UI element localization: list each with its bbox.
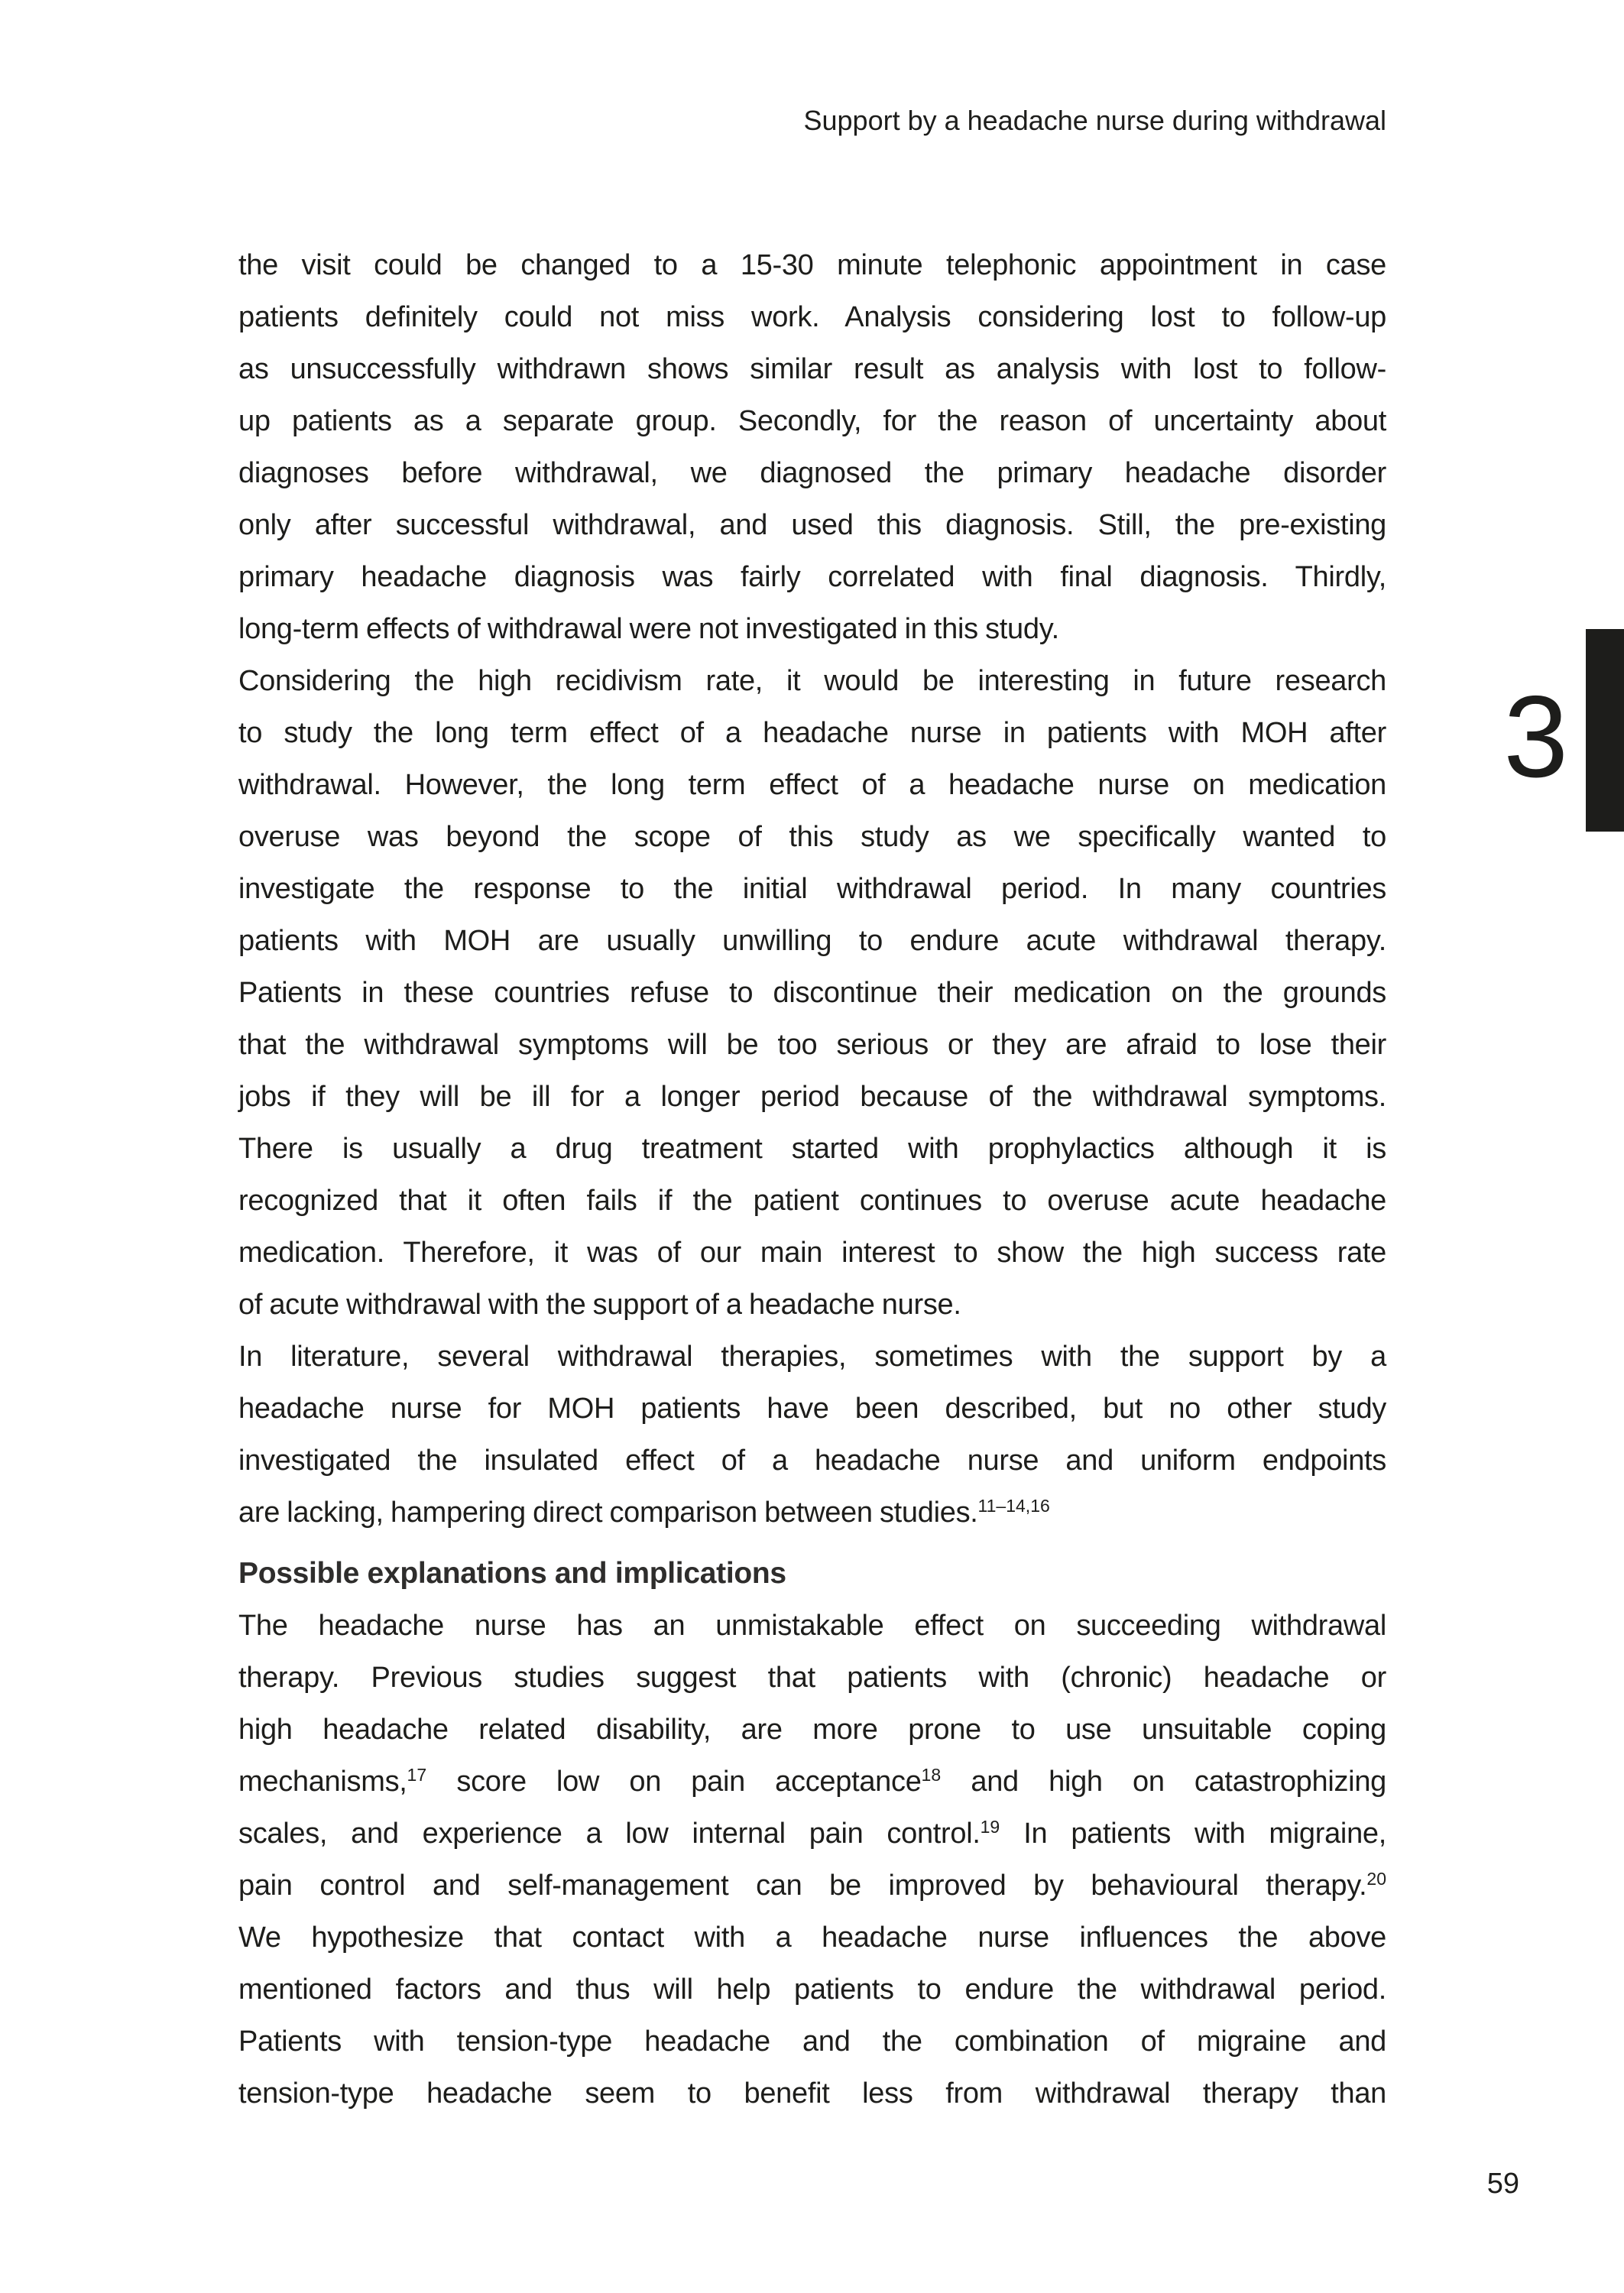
line-text: tension-type headache seem to benefit less from withdrawal therapy than (238, 2077, 1386, 2110)
line-text: of acute withdrawal with the support of a headache nurse. (238, 1289, 961, 1321)
text-line (238, 1019, 1386, 1071)
text-line (238, 1652, 1386, 1704)
paragraph-block-2 (238, 1600, 1386, 2119)
text-line (238, 291, 1386, 343)
line-text: In patients with migraine, (1000, 1818, 1386, 1850)
text-line (238, 2068, 1386, 2119)
text-line (238, 603, 1386, 655)
text-line (238, 759, 1386, 811)
line-text: The headache nurse has an unmistakable effect on succeeding withdrawal (238, 1610, 1386, 1642)
line-text: are lacking, hampering direct comparison between studies. (238, 1497, 978, 1529)
line-text: Patients with tension-type headache and the combination of migraine and (238, 2025, 1386, 2058)
line-text: high headache related disability, are more prone to use unsuitable coping (238, 1714, 1386, 1746)
text-line (238, 1964, 1386, 2016)
text-line (238, 2016, 1386, 2068)
line-text: as unsuccessfully withdrawn shows similar result as analysis with lost to follow- (238, 353, 1386, 385)
text-line (238, 1860, 1386, 1912)
line-text: scales, and experience a low internal pain control. (238, 1818, 981, 1850)
line-text: mentioned factors and thus will help patients to endure the withdrawal period. (238, 1974, 1386, 2006)
citation-superscript: 20 (1366, 1869, 1386, 1889)
line-text: We hypothesize that contact with a headache nurse influences the above (238, 1922, 1386, 1954)
text-line (238, 1331, 1386, 1383)
citation-superscript: 18 (921, 1765, 942, 1785)
text-line (238, 1071, 1386, 1123)
text-line (238, 915, 1386, 967)
body-text (238, 239, 1386, 2119)
line-text: Considering the high recidivism rate, it would be interesting in future research (238, 665, 1386, 697)
line-text: to study the long term effect of a headache nurse in patients with MOH after (238, 717, 1386, 749)
text-line (238, 1383, 1386, 1435)
line-text: primary headache diagnosis was fairly correlated with final diagnosis. Thirdly, (238, 561, 1386, 593)
page-number: 59 (1486, 2168, 1519, 2200)
text-line (238, 1227, 1386, 1279)
text-line (238, 707, 1386, 759)
citation-superscript: 19 (980, 1817, 1000, 1837)
line-text: recognized that it often fails if the patient continues to overuse acute headache (238, 1185, 1386, 1217)
line-text: overuse was beyond the scope of this study as we specifically wanted to (238, 821, 1386, 853)
text-line (238, 1175, 1386, 1227)
text-line (238, 551, 1386, 603)
text-line (238, 1756, 1386, 1808)
line-text: Patients in these countries refuse to discontinue their medication on the grounds (238, 977, 1386, 1009)
line-text: patients definitely could not miss work. Analysis considering lost to follow-up (238, 301, 1386, 333)
citation-superscript: 17 (407, 1765, 427, 1785)
text-line (238, 1912, 1386, 1964)
text-line (238, 239, 1386, 291)
text-line (238, 655, 1386, 707)
line-text: investigate the response to the initial withdrawal period. In many countries (238, 873, 1386, 905)
citation-superscript: 11–14,16 (977, 1496, 1050, 1516)
text-line (238, 1123, 1386, 1175)
line-text: only after successful withdrawal, and used this diagnosis. Still, the pre-existing (238, 509, 1386, 541)
text-line (238, 447, 1386, 499)
section-heading: Possible explanations and implications (238, 1557, 786, 1590)
line-text: therapy. Previous studies suggest that patients with (chronic) headache or (238, 1662, 1386, 1694)
line-text: the visit could be changed to a 15-30 minute telephonic appointment in case (238, 249, 1386, 281)
line-text: score low on pain acceptance (426, 1766, 922, 1798)
text-line (238, 1808, 1386, 1860)
text-line (238, 499, 1386, 551)
text-line (238, 343, 1386, 395)
line-text: investigated the insulated effect of a headache nurse and uniform endpoints (238, 1445, 1386, 1477)
text-line (238, 1487, 1386, 1539)
line-text: that the withdrawal symptoms will be too serious or they are afraid to lose their (238, 1029, 1386, 1061)
text-line (238, 1279, 1386, 1331)
line-text: up patients as a separate group. Secondly, for the reason of uncertainty about (238, 405, 1386, 437)
line-text: jobs if they will be ill for a longer period because of the withdrawal symptoms. (238, 1081, 1386, 1113)
text-line (238, 1600, 1386, 1652)
line-text: In literature, several withdrawal therapies, sometimes with the support by a (238, 1341, 1386, 1373)
chapter-number: 3 (1503, 672, 1568, 802)
chapter-tab (1586, 629, 1624, 832)
text-line (238, 811, 1386, 863)
line-text: medication. Therefore, it was of our main interest to show the high success rate (238, 1237, 1386, 1269)
line-text: mechanisms, (238, 1766, 407, 1798)
text-line (238, 1435, 1386, 1487)
line-text: headache nurse for MOH patients have been described, but no other study (238, 1393, 1386, 1425)
text-line (238, 395, 1386, 447)
line-text: and high on catastrophizing (941, 1766, 1386, 1798)
text-line (238, 863, 1386, 915)
text-line (238, 1704, 1386, 1756)
paragraph-block-1 (238, 239, 1386, 1539)
running-header: Support by a headache nurse during withdrawal (803, 105, 1386, 136)
line-text: pain control and self-management can be improved by behavioural therapy. (238, 1870, 1367, 1902)
line-text: diagnoses before withdrawal, we diagnosed the primary headache disorder (238, 457, 1386, 489)
text-line (238, 967, 1386, 1019)
line-text: patients with MOH are usually unwilling to endure acute withdrawal therapy. (238, 925, 1386, 957)
line-text: There is usually a drug treatment started with prophylactics although it is (238, 1133, 1386, 1165)
line-text: long-term effects of withdrawal were not investigated in this study. (238, 613, 1059, 645)
line-text: withdrawal. However, the long term effect of a headache nurse on medication (238, 769, 1386, 801)
